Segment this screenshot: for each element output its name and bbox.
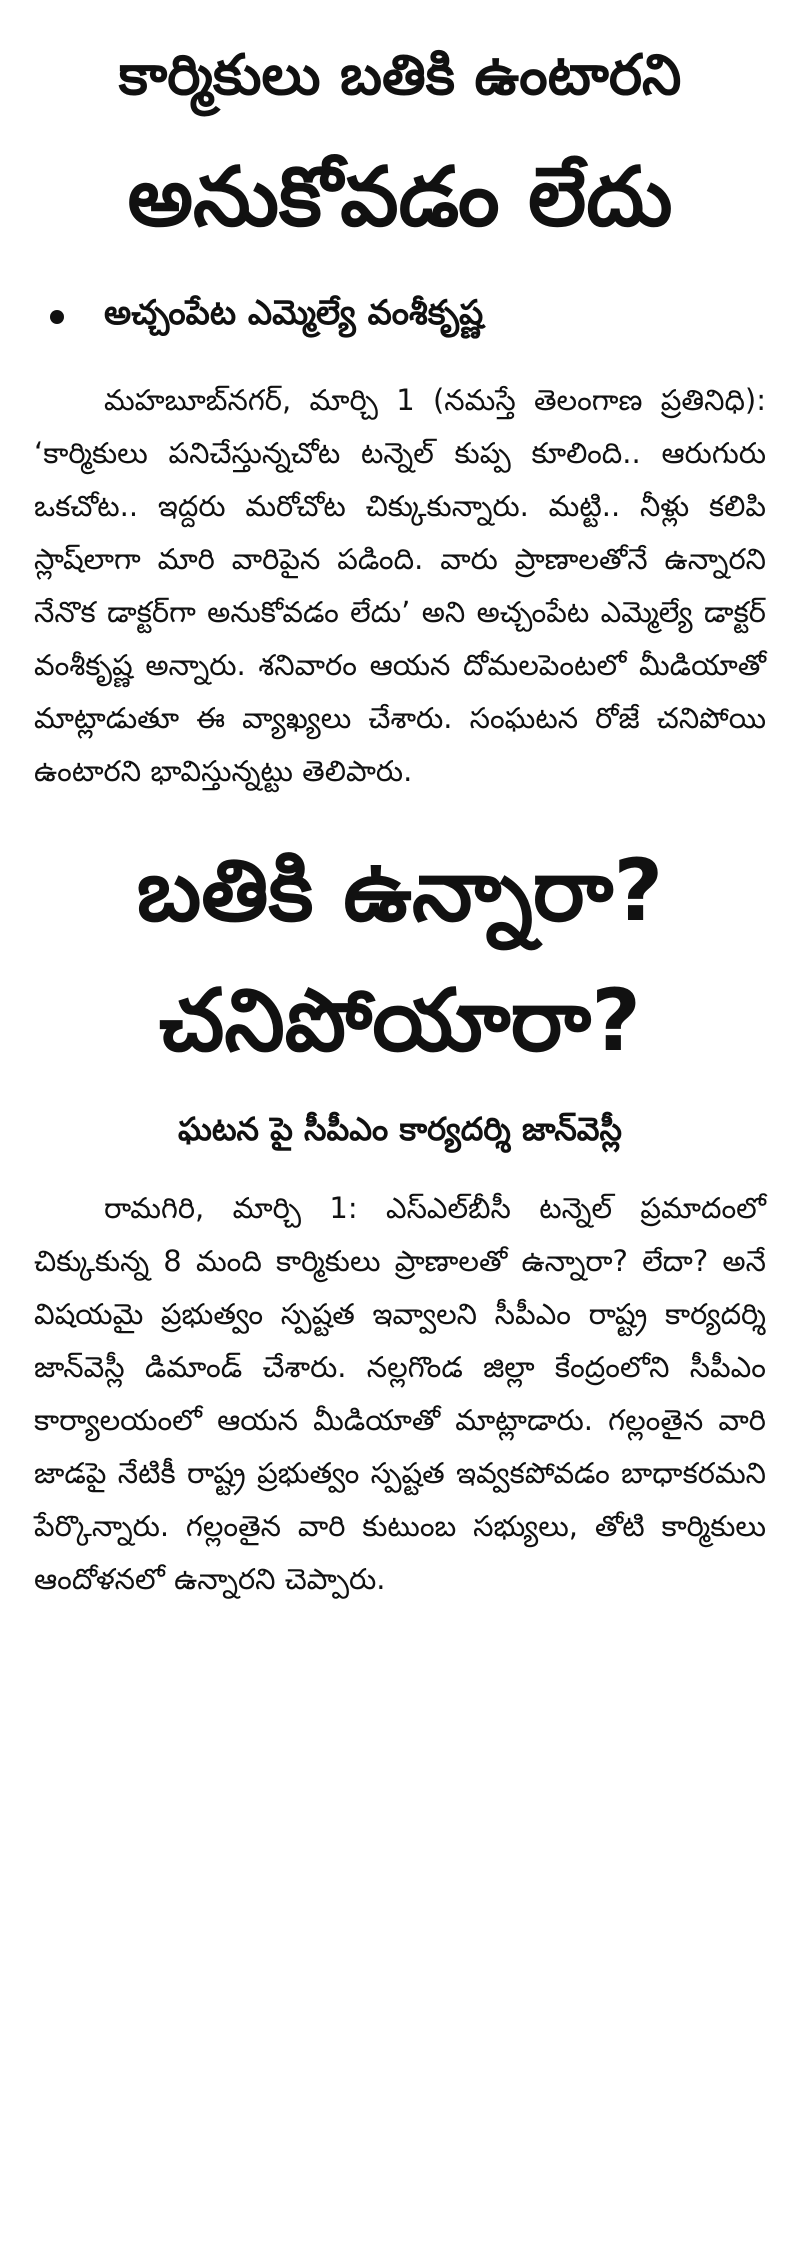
article2-headline-line2: చనిపోయారా? — [159, 971, 641, 1071]
article1-subheading-text: అచ్చంపేట ఎమ్మెల్యే వంశీకృష్ణ — [104, 293, 484, 333]
article1-headline-line1: కార్మికులు బతికి ఉంటారని — [118, 43, 682, 108]
article1-body: మహబూబ్‌నగర్, మార్చి 1 (నమస్తే తెలంగాణ ప్రతినిధి): ‘కార్మికులు పనిచేస్తున్నచోట టన్నెల్ కుప్ప కూలింది.. ఆరుగురు ఒకచోట.. ఇద్దరు మరోచోట చిక్కుకున్నారు. మట్టి.. నీళ్లు కలిపి స్లాష్‌లాగా మారి వారిపైన పడింది. వారు ప్రాణాలతోనే ఉన్నారని నేనొక డాక్టర్‌గా అనుకోవడం లేదు’ అని అచ్చంపేట ఎమ్మెల్యే డాక్టర్ వంశీకృష్ణ అన్నారు. శనివారం ఆయన దోమలపెంటలో మీడియాతో మాట్లాడుతూ ఈ వ్యాఖ్యలు చేశారు. సంఘటన రోజే చనిపోయి ఉంటారని భావిస్తున్నట్టు తెలిపారు. — [34, 383, 766, 788]
article2-headline-line1: బతికి ఉన్నారా? — [136, 841, 664, 941]
bullet-icon — [50, 310, 64, 324]
article1-headline-line2: అనుకోవడం లేదు — [127, 150, 673, 245]
article-cpm-statement — [34, 826, 766, 1606]
article2-subheading: ఘటన పై సీపీఎం కార్యదర్శి జాన్‌వెస్లీ — [177, 1110, 623, 1148]
article1-subheading — [50, 278, 766, 356]
article2-body: రామగిరి, మార్చి 1: ఎస్ఎల్‌బీసీ టన్నెల్ ప్రమాదంలో చిక్కుకున్న 8 మంది కార్మికులు ప్రాణాలతో ఉన్నారా? లేదా? అనే విషయమై ప్రభుత్వం స్పష్టత ఇవ్వాలని సీపీఎం రాష్ట్ర కార్యదర్శి జాన్‌వెస్లీ డిమాండ్ చేశారు. నల్లగొండ జిల్లా కేంద్రంలోని సీపీఎం కార్యాలయంలో ఆయన మీడియాతో మాట్లాడారు. గల్లంతైన వారి జాడపై నేటికీ రాష్ట్ర ప్రభుత్వం స్పష్టత ఇవ్వకపోవడం బాధాకరమని పేర్కొన్నారు. గల్లంతైన వారి కుటుంబ సభ్యులు, తోటి కార్మికులు ఆందోళనలో ఉన్నారని చెప్పారు. — [34, 1191, 766, 1596]
article-mla-statement — [34, 24, 766, 798]
